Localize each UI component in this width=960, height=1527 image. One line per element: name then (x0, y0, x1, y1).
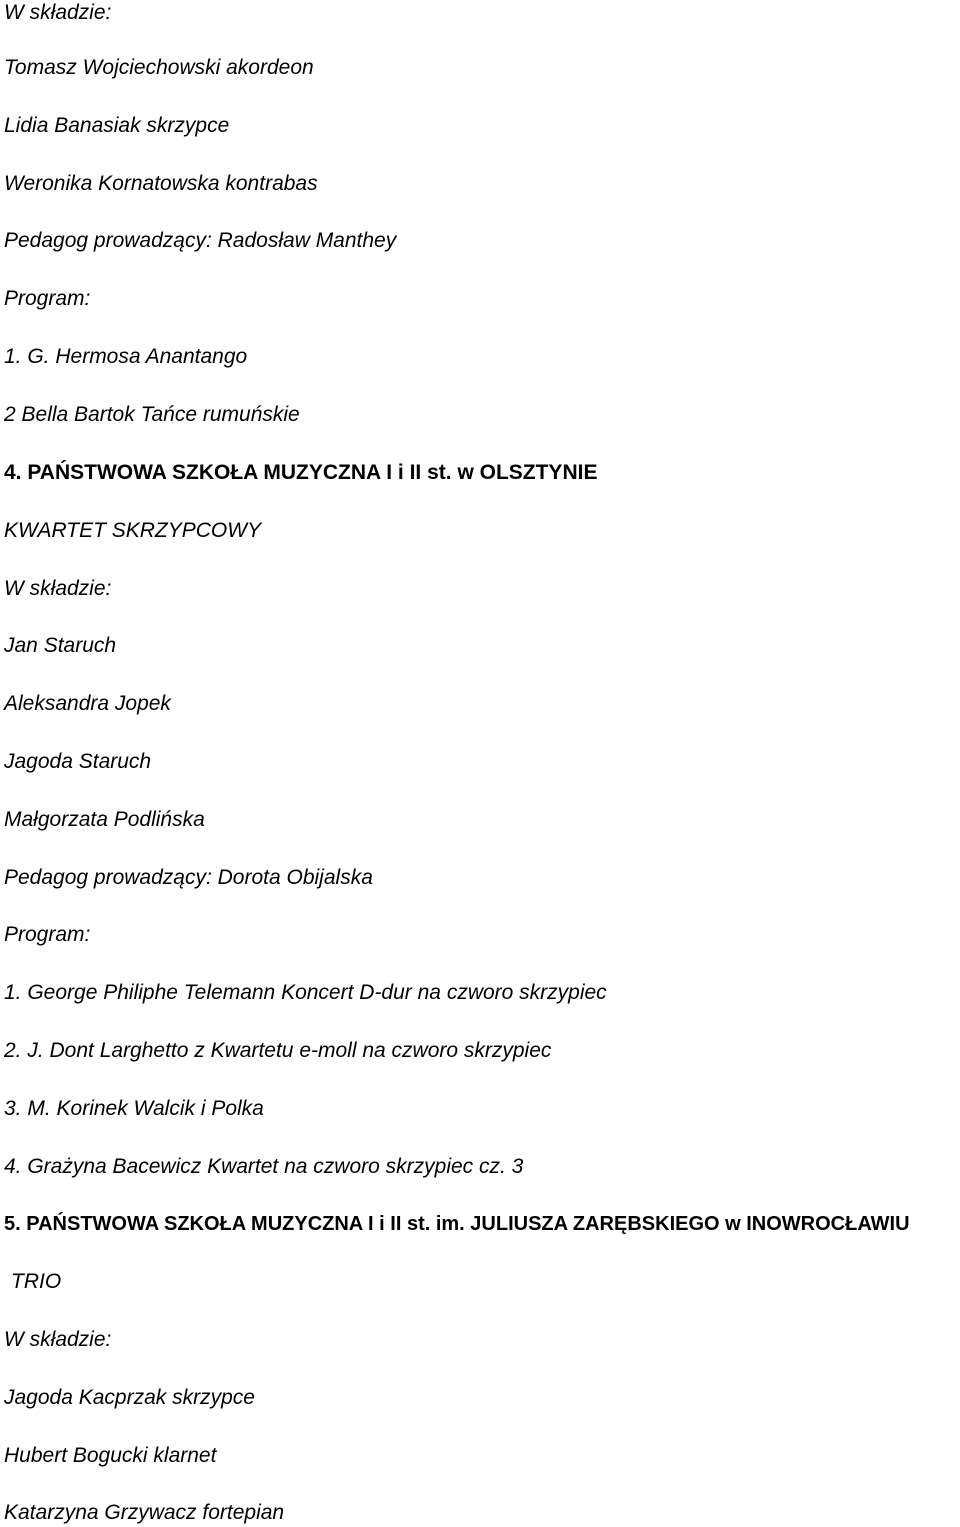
program-item: 2 Bella Bartok Tańce rumuńskie (4, 403, 300, 426)
program-item: 1. G. Hermosa Anantango (4, 345, 248, 368)
program-label: Program: (4, 287, 91, 310)
sklad-label: W składzie: (4, 577, 112, 600)
member-line: Hubert Bogucki klarnet (4, 1444, 217, 1467)
member-line: Weronika Kornatowska kontrabas (4, 172, 318, 195)
section-heading: 5. PAŃSTWOWA SZKOŁA MUZYCZNA I i II st. im. JULIUSZA ZARĘBSKIEGO w INOWROCŁAWIU (4, 1213, 910, 1235)
member-line: Aleksandra Jopek (4, 692, 171, 715)
program-item: 1. George Philiphe Telemann Koncert D-dur na czworo skrzypiec (4, 981, 607, 1004)
program-item: 4. Grażyna Bacewicz Kwartet na czworo skrzypiec cz. 3 (4, 1155, 524, 1178)
ensemble-name: TRIO (11, 1270, 62, 1293)
member-line: Katarzyna Grzywacz fortepian (4, 1501, 285, 1524)
teacher-line: Pedagog prowadzący: Radosław Manthey (4, 229, 397, 252)
member-line: Małgorzata Podlińska (4, 808, 205, 831)
member-line: Jagoda Kacprzak skrzypce (4, 1386, 255, 1409)
section-heading: 4. PAŃSTWOWA SZKOŁA MUZYCZNA I i II st. w OLSZTYNIE (4, 461, 598, 484)
program-item: 3. M. Korinek Walcik i Polka (4, 1097, 264, 1120)
sklad-label: W składzie: (4, 1, 112, 24)
sklad-label: W składzie: (4, 1328, 112, 1351)
program-label: Program: (4, 923, 91, 946)
member-line: Jan Staruch (4, 634, 117, 657)
ensemble-name: KWARTET SKRZYPCOWY (4, 519, 262, 542)
member-line: Tomasz Wojciechowski akordeon (4, 56, 314, 79)
member-line: Lidia Banasiak skrzypce (4, 114, 230, 137)
member-line: Jagoda Staruch (4, 750, 152, 773)
program-item: 2. J. Dont Larghetto z Kwartetu e-moll na czworo skrzypiec (4, 1039, 552, 1062)
teacher-line: Pedagog prowadzący: Dorota Obijalska (4, 866, 373, 889)
